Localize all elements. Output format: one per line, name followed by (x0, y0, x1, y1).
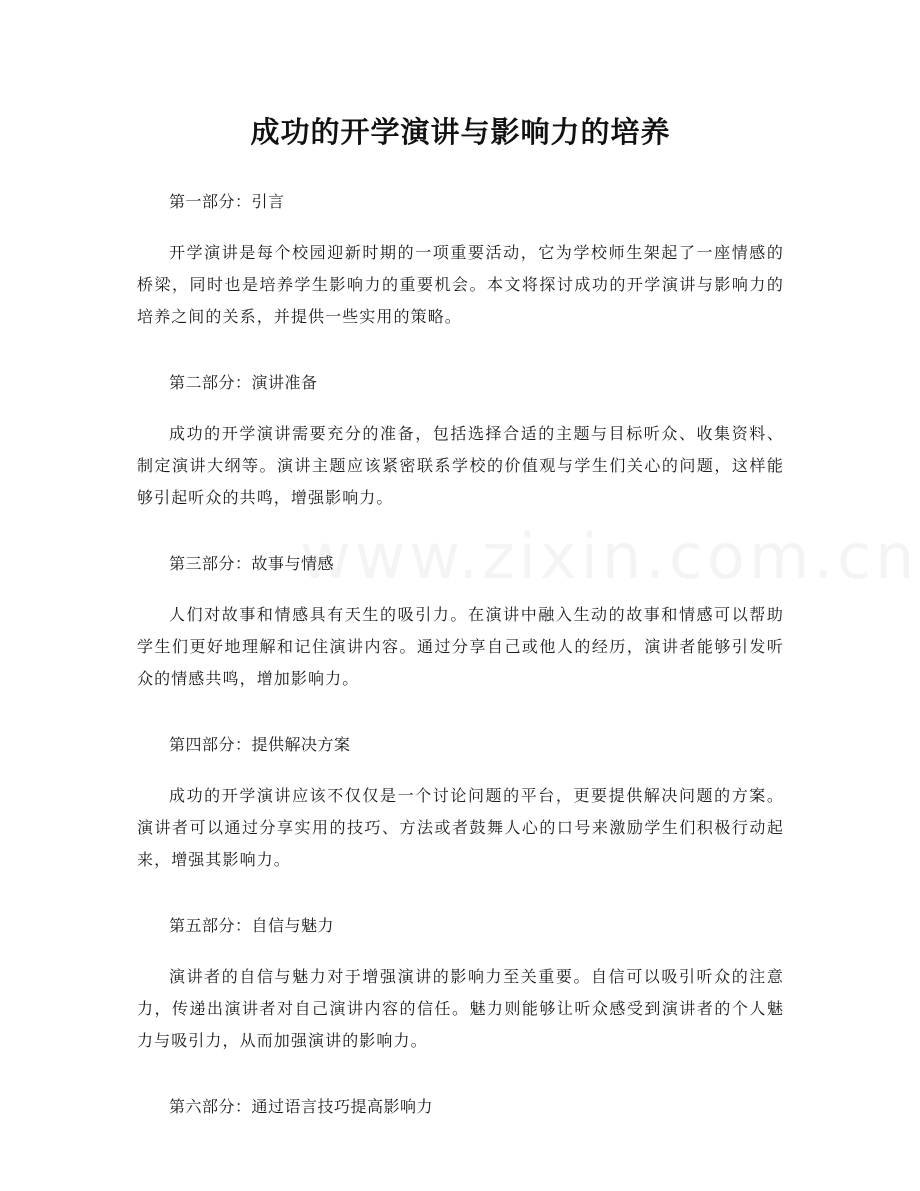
section-3 (137, 550, 784, 695)
section-heading: 第二部分：演讲准备 (169, 373, 318, 392)
section-heading: 第一部分：引言 (169, 192, 285, 211)
section-2 (137, 369, 784, 514)
document-title: 成功的开学演讲与影响力的培养 (250, 115, 671, 149)
section-4 (137, 731, 784, 876)
section-paragraph: 开学演讲是每个校园迎新时期的一项重要活动，它为学校师生架起了一座情感的桥梁，同时也是培养学生影响力的重要机会。本文将探讨成功的开学演讲与影响力的培养之间的关系，并提供一些实用的策略。 (137, 243, 784, 326)
section-1 (137, 188, 784, 333)
section-heading: 第四部分：提供解决方案 (169, 735, 351, 754)
section-paragraph: 成功的开学演讲应该不仅仅是一个讨论问题的平台，更要提供解决问题的方案。演讲者可以通过分享实用的技巧、方法或者鼓舞人心的口号来激励学生们积极行动起来，增强其影响力。 (137, 786, 784, 869)
section-paragraph: 成功的开学演讲需要充分的准备，包括选择合适的主题与目标听众、收集资料、制定演讲大纲等。演讲主题应该紧密联系学校的价值观与学生们关心的问题，这样能够引起听众的共鸣，增强影响力。 (137, 424, 784, 507)
section-heading: 第五部分：自信与魅力 (169, 916, 335, 935)
section-6 (137, 1093, 784, 1121)
section-paragraph: 人们对故事和情感具有天生的吸引力。在演讲中融入生动的故事和情感可以帮助学生们更好地理解和记住演讲内容。通过分享自己或他人的经历，演讲者能够引发听众的情感共鸣，增加影响力。 (137, 605, 784, 688)
section-5 (137, 912, 784, 1057)
section-heading: 第三部分：故事与情感 (169, 554, 335, 573)
section-paragraph: 演讲者的自信与魅力对于增强演讲的影响力至关重要。自信可以吸引听众的注意力，传递出演讲者对自己演讲内容的信任。魅力则能够让听众感受到演讲者的个人魅力与吸引力，从而加强演讲的影响力。 (137, 967, 784, 1050)
section-heading: 第六部分：通过语言技巧提高影响力 (169, 1097, 434, 1116)
